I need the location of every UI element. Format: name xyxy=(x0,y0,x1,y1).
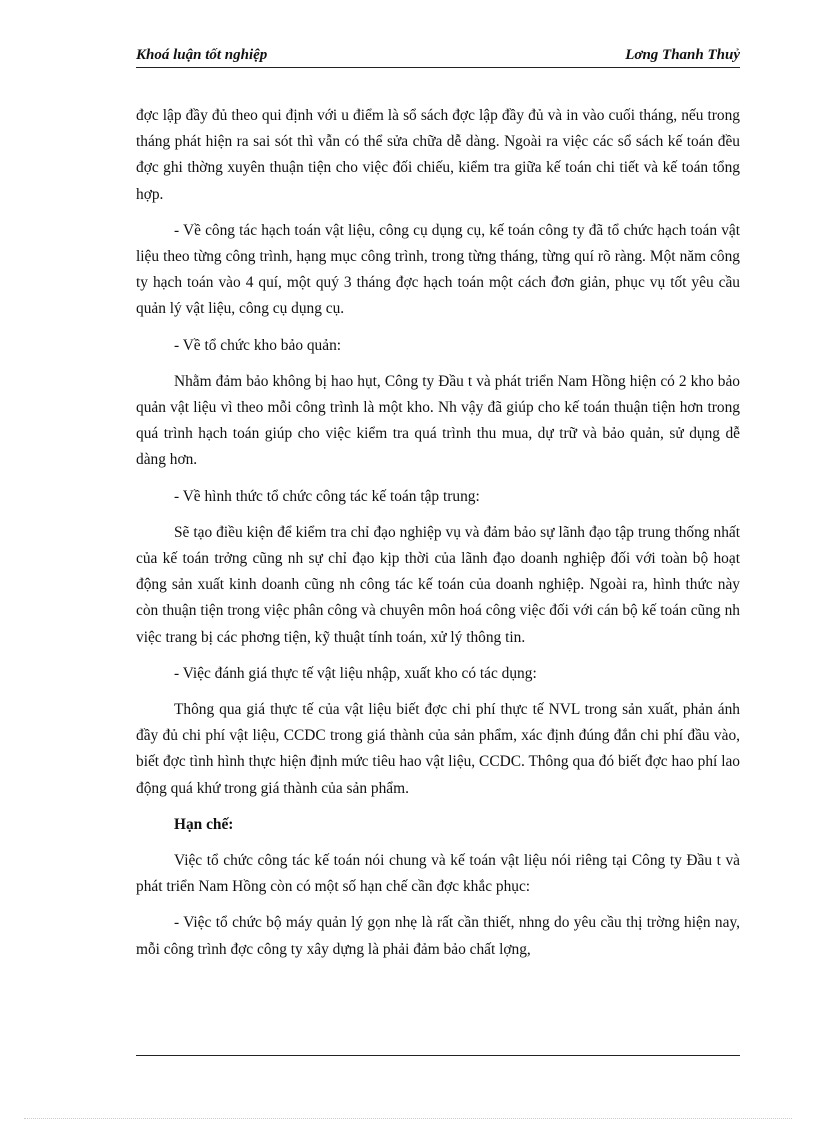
paragraph-management: - Việc tổ chức bộ máy quản lý gọn nhẹ là rất cần thiết, nhng do yêu cầu thị trờng hiện nay, mỗi công trình đợc công ty xây dựng là phải đảm bảo chất lợng, xyxy=(136,914,740,958)
paragraph-valuation: Thông qua giá thực tế của vật liệu biết đợc chi phí thực tế NVL trong sản xuất, phản ánh đầy đủ chi phí vật liệu, CCDC trong giá thành của sản phẩm, xác định đúng đắn chi phí đầu vào, biết đợc tình hình thực hiện định mức tiêu hao vật liệu, CCDC. Thông qua đó biết đợc hao phí lao động quá khứ trong giá thành của sản phẩm. xyxy=(136,701,740,797)
footer-divider xyxy=(136,1055,740,1056)
page-header xyxy=(136,47,740,68)
paragraph-centralized-accounting: Sẽ tạo điều kiện để kiểm tra chỉ đạo nghiệp vụ và đảm bảo sự lãnh đạo tập trung thống nhất của kế toán trởng cũng nh sự chỉ đạo kịp thời của lãnh đạo doanh nghiệp đối với toàn bộ hoạt động sản xuất kinh doanh cũng nh công tác kế toán của doanh nghiệp. Ngoài ra, hình thức này còn thuận tiện trong việc phân công và chuyên môn hoá công việc đối với cán bộ kế toán cũng nh việc trang bị các phơng tiện, kỹ thuật tính toán, xử lý thông tin. xyxy=(136,523,740,646)
paragraph-warehouse: Nhằm đảm bảo không bị hao hụt, Công ty Đầu t và phát triển Nam Hồng hiện có 2 kho bảo quản vật liệu vì theo mỗi công trình là một kho. Nh vậy đã giúp cho kế toán thuận tiện hơn trong quá trình hạch toán giúp cho việc kiểm tra quá trình thu mua, dự trữ và bảo quản, sử dụng dễ dàng hơn. xyxy=(136,372,740,469)
header-author: Lơng Thanh Thuỷ xyxy=(625,47,740,63)
header-title: Khoá luận tốt nghiệp xyxy=(136,47,268,63)
document-body xyxy=(136,103,740,973)
paragraph-accounting-materials: - Về công tác hạch toán vật liệu, công cụ dụng cụ, kế toán công ty đã tổ chức hạch toán vật liệu theo từng công trình, hạng mục công trình, trong từng tháng, từng quí rõ ràng. Một năm công ty hạch toán vào 4 quí, một quý 3 tháng đợc hạch toán một cách đơn giản, phục vụ tốt yêu cầu quản lý vật liệu, công cụ dụng cụ. xyxy=(136,221,740,318)
section-heading-limitations: Hạn chế: xyxy=(174,815,234,833)
paragraph-limitations-intro: Việc tổ chức công tác kế toán nói chung và kế toán vật liệu nói riêng tại Công ty Đầu t và phát triển Nam Hồng còn có một số hạn chế cần đợc khắc phục: xyxy=(136,852,740,896)
paragraph-continuation: đợc lập đầy đủ theo qui định với u điểm là sổ sách đợc lập đầy đủ và in vào cuối tháng, nếu trong tháng phát hiện ra sai sót thì vẫn có thể sửa chữa dễ dàng. Ngoài ra việc các sổ sách kế toán đều đợc ghi thờng xuyên thuận tiện cho việc đối chiếu, kiểm tra giữa kế toán chi tiết và kế toán tổng hợp. xyxy=(136,107,740,203)
page-edge-dotted-line xyxy=(24,1118,792,1119)
subheading-valuation: - Việc đánh giá thực tế vật liệu nhập, xuất kho có tác dụng: xyxy=(174,664,537,682)
subheading-centralized-accounting: - Về hình thức tổ chức công tác kế toán tập trung: xyxy=(174,487,480,505)
subheading-warehouse: - Về tổ chức kho bảo quản: xyxy=(174,336,342,354)
